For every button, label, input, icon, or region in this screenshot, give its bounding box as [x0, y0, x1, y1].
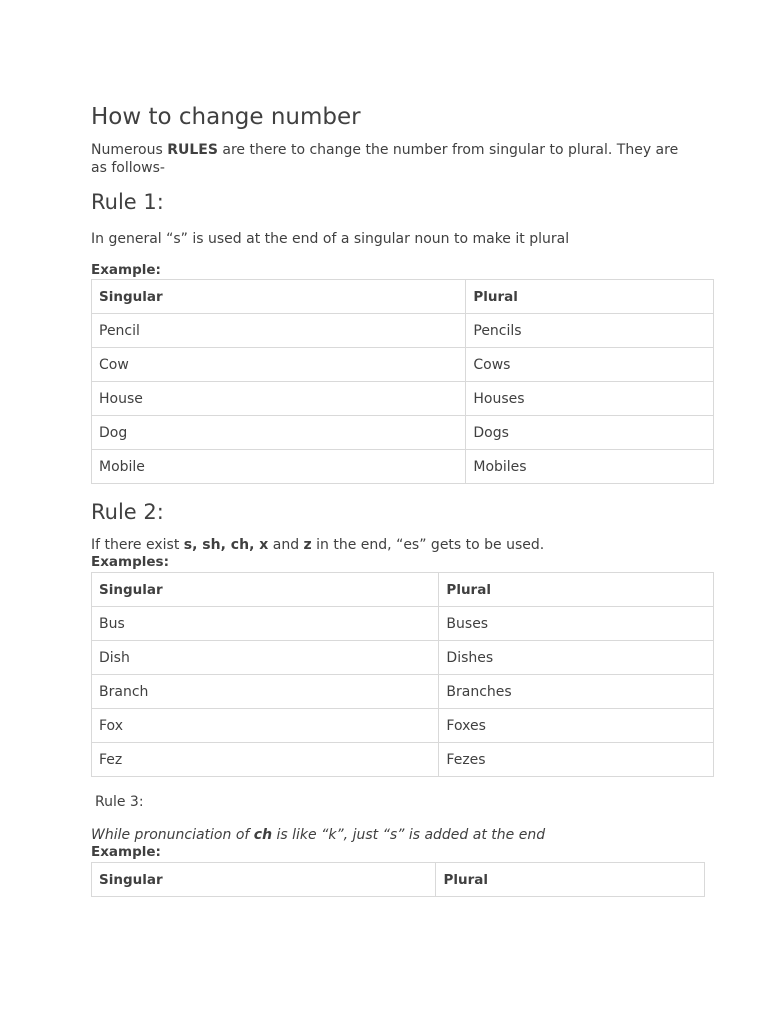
rule-3-heading: Rule 3: — [95, 794, 144, 810]
intro-text-post: are there to change the number from singular to plural. They are as follows- — [91, 142, 679, 176]
table-row — [92, 743, 714, 777]
column-header-singular: Singular — [92, 573, 439, 607]
rule-2-examples-label: Examples: — [91, 554, 169, 570]
singular-cell: Fox — [92, 709, 439, 743]
table-header-row — [92, 573, 714, 607]
rule-1-text: In general “s” is used at the end of a singular noun to make it plural — [91, 231, 570, 247]
column-header-singular: Singular — [92, 280, 466, 314]
rule-3-table — [91, 862, 705, 897]
intro-text-pre: Numerous — [91, 142, 168, 158]
table-row — [92, 641, 714, 675]
page-title: How to change number — [91, 104, 361, 130]
table-header-row — [92, 863, 705, 897]
table-row — [92, 382, 714, 416]
rule-2-heading: Rule 2: — [91, 500, 164, 524]
rule-3-text-part: is like “k”, just “s” is added at the end — [272, 827, 546, 843]
plural-cell: Buses — [439, 607, 714, 641]
rule-2-table — [91, 572, 714, 777]
plural-cell: Branches — [439, 675, 714, 709]
table-row — [92, 709, 714, 743]
rule-3-example-label: Example: — [91, 844, 161, 860]
table-header-row — [92, 280, 714, 314]
plural-cell: Dogs — [466, 416, 714, 450]
plural-cell: Fezes — [439, 743, 714, 777]
rule-1-table — [91, 279, 714, 484]
plural-cell: Pencils — [466, 314, 714, 348]
rule-2-text — [91, 536, 544, 554]
column-header-plural: Plural — [466, 280, 714, 314]
singular-cell: House — [92, 382, 466, 416]
column-header-plural: Plural — [439, 573, 714, 607]
table-row — [92, 314, 714, 348]
singular-cell: Dog — [92, 416, 466, 450]
singular-cell: Pencil — [92, 314, 466, 348]
singular-cell: Cow — [92, 348, 466, 382]
rule-3-text — [91, 826, 545, 844]
intro-paragraph — [91, 141, 691, 177]
column-header-plural: Plural — [436, 863, 705, 897]
rule-2-text-part: in the end, “es” gets to be used. — [311, 537, 545, 553]
rule-3-text-bold: ch — [253, 827, 273, 843]
intro-text-bold: RULES — [167, 142, 218, 158]
rule-3-text-part: While pronunciation of — [91, 827, 254, 843]
table-row — [92, 450, 714, 484]
singular-cell: Bus — [92, 607, 439, 641]
rule-2-text-bold: z — [303, 537, 312, 553]
rule-1-heading: Rule 1: — [91, 190, 164, 214]
table-row — [92, 416, 714, 450]
plural-cell: Foxes — [439, 709, 714, 743]
plural-cell: Cows — [466, 348, 714, 382]
column-header-singular: Singular — [92, 863, 436, 897]
singular-cell: Branch — [92, 675, 439, 709]
plural-cell: Dishes — [439, 641, 714, 675]
rule-2-text-part: and — [268, 537, 304, 553]
plural-cell: Mobiles — [466, 450, 714, 484]
rule-2-text-part: If there exist — [91, 537, 184, 553]
table-row — [92, 675, 714, 709]
rule-1-example-label: Example: — [91, 262, 161, 278]
singular-cell: Dish — [92, 641, 439, 675]
plural-cell: Houses — [466, 382, 714, 416]
table-row — [92, 348, 714, 382]
rule-2-text-bold: s, sh, ch, x — [183, 537, 269, 553]
singular-cell: Fez — [92, 743, 439, 777]
table-row — [92, 607, 714, 641]
singular-cell: Mobile — [92, 450, 466, 484]
